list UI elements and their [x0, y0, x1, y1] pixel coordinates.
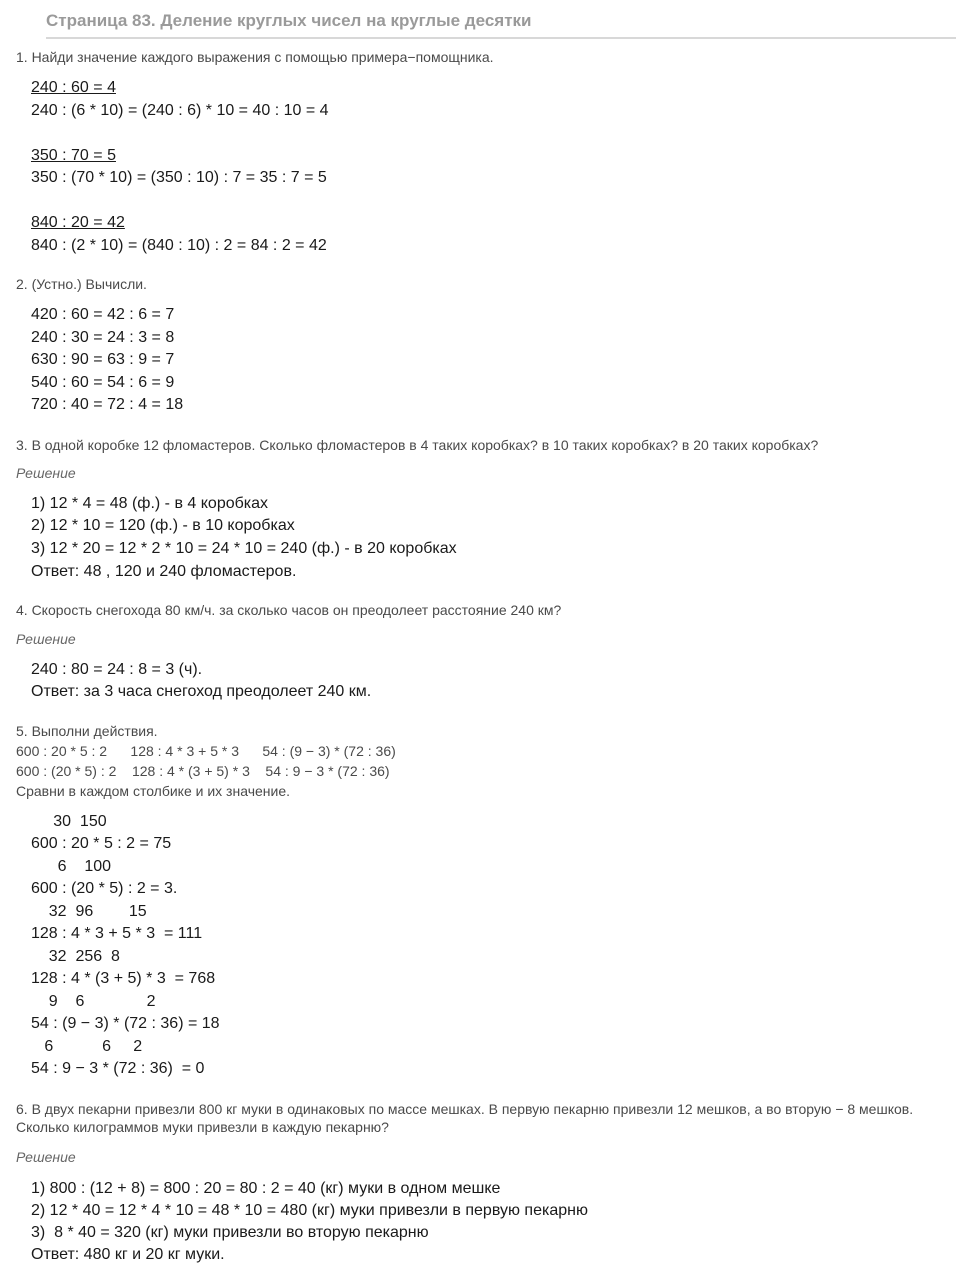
- page-title: Страница 83. Деление круглых чисел на круглые десятки: [46, 10, 956, 39]
- task5-line: 128 : 4 * 3 + 5 * 3 = 111: [31, 925, 203, 942]
- task5-line: 600 : (20 * 5) : 2 = 3.: [31, 880, 178, 897]
- task1-helper-3: 840 : 20 = 42: [31, 214, 125, 231]
- task6-answer: Ответ: 480 кг и 20 кг муки.: [31, 1246, 225, 1263]
- task1-line-2: 350 : (70 * 10) = (350 : 10) : 7 = 35 : 7 = 5: [31, 169, 327, 186]
- task5-step-numbers: 6 6 2: [31, 1038, 143, 1055]
- task6-solution-label: Решение: [16, 1149, 76, 1165]
- task3-line: 3) 12 * 20 = 12 * 2 * 10 = 24 * 10 = 240 (ф.) - в 20 коробках: [31, 540, 457, 557]
- task5-line: 128 : 4 * (3 + 5) * 3 = 768: [31, 970, 216, 987]
- task6-line: 3) 8 * 40 = 320 (кг) муки привезли во вторую пекарню: [31, 1224, 429, 1241]
- task2-line: 630 : 90 = 63 : 9 = 7: [31, 351, 175, 368]
- task1-helper-1: 240 : 60 = 4: [31, 79, 116, 96]
- task2-line: 540 : 60 = 54 : 6 = 9: [31, 374, 175, 391]
- task3-line: 1) 12 * 4 = 48 (ф.) - в 4 коробках: [31, 495, 269, 512]
- task5-line: 54 : 9 − 3 * (72 : 36) = 0: [31, 1060, 205, 1077]
- task5-step-numbers: 32 256 8: [31, 948, 120, 965]
- task2-line: 720 : 40 = 72 : 4 = 18: [31, 396, 184, 413]
- task4-line: 240 : 80 = 24 : 8 = 3 (ч).: [31, 661, 203, 678]
- task1-line-1: 240 : (6 * 10) = (240 : 6) * 10 = 40 : 10 = 4: [31, 102, 329, 119]
- task4-answer: Ответ: за 3 часа снегоход преодолеет 240 км.: [31, 683, 372, 700]
- task3-solution-label: Решение: [16, 465, 76, 481]
- task5-step-numbers: 30 150: [31, 813, 107, 830]
- task4-solution-label: Решение: [16, 631, 76, 647]
- task4-question: 4. Скорость снегохода 80 км/ч. за сколько часов он преодолеет расстояние 240 км?: [16, 602, 562, 618]
- task5-expressions-row-2: 600 : (20 * 5) : 2 128 : 4 * (3 + 5) * 3 54 : 9 − 3 * (72 : 36): [16, 763, 390, 779]
- task2-line: 240 : 30 = 24 : 3 = 8: [31, 329, 175, 346]
- task2-question: 2. (Устно.) Вычисли.: [16, 276, 147, 292]
- task5-expressions-row-1: 600 : 20 * 5 : 2 128 : 4 * 3 + 5 * 3 54 : (9 − 3) * (72 : 36): [16, 743, 396, 759]
- task5-compare: Сравни в каждом столбике и их значение.: [16, 783, 290, 799]
- task3-answer: Ответ: 48 , 120 и 240 фломастеров.: [31, 563, 297, 580]
- task1-question: 1. Найди значение каждого выражения с помощью примера−помощника.: [16, 49, 494, 65]
- task3-question: 3. В одной коробке 12 фломастеров. Сколько фломастеров в 4 таких коробках? в 10 таких коробках? в 20 таких коробках?: [16, 437, 819, 453]
- task5-line: 54 : (9 − 3) * (72 : 36) = 18: [31, 1015, 220, 1032]
- task3-line: 2) 12 * 10 = 120 (ф.) - в 10 коробках: [31, 517, 295, 534]
- task6-line: 1) 800 : (12 + 8) = 800 : 20 = 80 : 2 = 40 (кг) муки в одном мешке: [31, 1180, 501, 1197]
- task1-helper-2: 350 : 70 = 5: [31, 147, 116, 164]
- task5-step-numbers: 32 96 15: [31, 903, 147, 920]
- task5-step-numbers: 9 6 2: [31, 993, 156, 1010]
- task1-line-3: 840 : (2 * 10) = (840 : 10) : 2 = 84 : 2 = 42: [31, 237, 327, 254]
- task2-line: 420 : 60 = 42 : 6 = 7: [31, 306, 175, 323]
- task6-line: 2) 12 * 40 = 12 * 4 * 10 = 48 * 10 = 480 (кг) муки привезли в первую пекарню: [31, 1202, 588, 1219]
- task5-question: 5. Выполни действия.: [16, 723, 158, 739]
- task5-line: 600 : 20 * 5 : 2 = 75: [31, 835, 172, 852]
- task5-step-numbers: 6 100: [31, 858, 112, 875]
- task6-question: 6. В двух пекарни привезли 800 кг муки в одинаковых по массе мешках. В первую пекарню привезли 12 мешков, а во вторую − 8 мешков. Сколько килограммов муки привезли в каждую пекарню?: [16, 1101, 914, 1135]
